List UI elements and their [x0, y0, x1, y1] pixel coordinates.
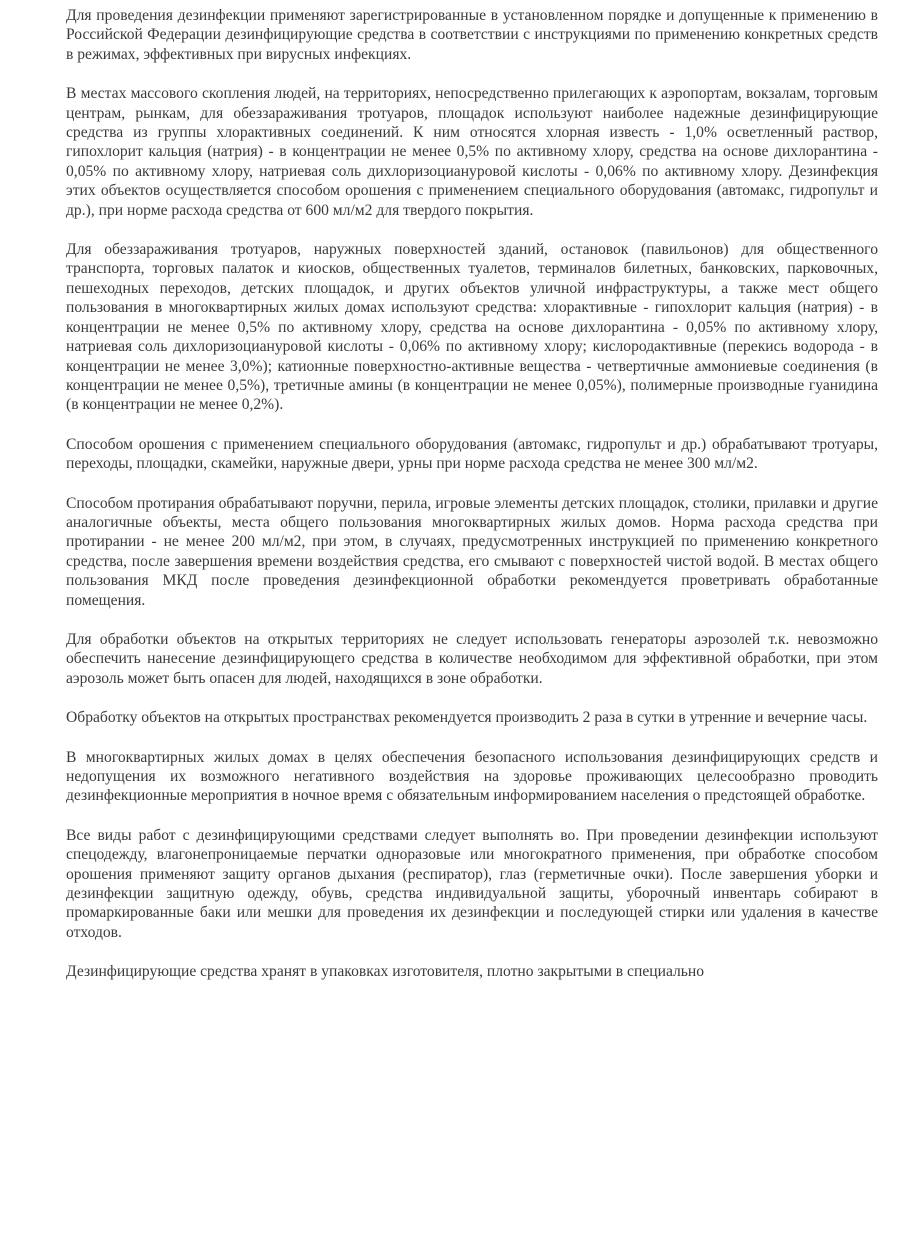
paragraph-storage: Дезинфицирующие средства хранят в упаковках изготовителя, плотно закрытыми в специально	[66, 963, 705, 981]
paragraph-street-infrastructure: Для обеззараживания тротуаров, наружных поверхностей зданий, остановок (павильонов) для общественного транспорта, торговых палаток и киосков, общественных туалетов, терминалов билетных, банковских, парковочных, пешеходных переходов, детских площадок, и других объектов уличной инфраструктуры, а также мест общего пользования в многоквартирных жилых домах используют средства: хлорактивные - гипохлорит кальция (натрия) - в концентрации не менее 0,5% по активному хлору, средства на основе дихлорантина - 0,05% по активному хлору, натриевая соль дихлоризоциануровой кислоты - 0,06% по активному хлору; кислородактивные (перекись водорода - в концентрации не менее 3,0%); катионные поверхностно-активные вещества - четвертичные аммониевые соединения (в концентрации не менее 0,5%), третичные амины (в концентрации не менее 0,05%), полимерные производные гуанидина (в концентрации не менее 0,2%).	[66, 241, 878, 414]
document-page	[66, 6, 878, 982]
paragraph-irrigation-method: Способом орошения с применением специального оборудования (автомакс, гидропульт и др.) обрабатывают тротуары, переходы, площадки, скамейки, наружные двери, урны при норме расхода средства не менее 300 мл/м2.	[66, 435, 878, 473]
paragraph-apartment-buildings: В многоквартирных жилых домах в целях обеспечения безопасного использования дезинфицирующих средств и недопущения их возможного негативного воздействия на здоровье проживающих целесообразно проводить дезинфекционные мероприятия в ночное время с обязательным информированием населения о предстоящей обработке.	[66, 748, 878, 805]
paragraph-crowded-places: В местах массового скопления людей, на территориях, непосредственно прилегающих к аэропортам, вокзалам, торговым центрам, рынкам, для обеззараживания тротуаров, площадок используют наиболее надежные дезинфицирующие средства из группы хлорактивных соединений. К ним относятся хлорная известь - 1,0% осветленный раствор, гипохлорит кальция (натрия) - в концентрации не менее 0,5% по активному хлору, средства на основе дихлорантина - 0,05% по активному хлору, натриевая соль дихлоризоциануровой кислоты - 0,06% по активному хлору. Дезинфекция этих объектов осуществляется способом орошения с применением специального оборудования (автомакс, гидропульт и др.), при норме расхода средства от 600 мл/м2 для твердого покрытия.	[66, 85, 878, 219]
paragraph-disinfectants-intro: Для проведения дезинфекции применяют зарегистрированные в установленном порядке и допущенные к применению в Российской Федерации дезинфицирующие средства в соответствии с инструкциями по применению конкретных средств в режимах, эффективных при вирусных инфекциях.	[66, 7, 878, 63]
paragraph-wiping-method: Способом протирания обрабатывают поручни, перила, игровые элементы детских площадок, столики, прилавки и другие аналогичные объекты, места общего пользования многоквартирных жилых домов. Норма расхода средства при протирании - не менее 200 мл/м2, при этом, в случаях, предусмотренных инструкцией по применению конкретного средства, после завершения времени воздействия средства, его смывают с поверхностей чистой водой. В местах общего пользования МКД после проведения дезинфекционной обработки рекомендуется проветривать обработанные помещения.	[66, 494, 878, 609]
paragraph-protective-equipment: Все виды работ с дезинфицирующими средствами следует выполнять во. При проведении дезинфекции используют спецодежду, влагонепроницаемые перчатки одноразовые или многократного применения, при обработке способом орошения применяют защиту органов дыхания (респиратор), глаз (герметичные очки). После завершения уборки и дезинфекции защитную одежду, обувь, средства индивидуальной защиты, уборочный инвентарь собирают в промаркированные баки или мешки для проведения их дезинфекции и последующей стирки или удаления в качестве отходов.	[66, 826, 878, 941]
paragraph-treatment-frequency: Обработку объектов на открытых пространствах рекомендуется производить 2 раза в сутки в утренние и вечерние часы.	[66, 709, 868, 727]
paragraph-aerosol-warning: Для обработки объектов на открытых территориях не следует использовать генераторы аэрозолей т.к. невозможно обеспечить нанесение дезинфицирующего средства в количестве необходимом для эффективной обработки, при этом аэрозоль может быть опасен для людей, находящихся в зоне обработки.	[66, 630, 878, 687]
